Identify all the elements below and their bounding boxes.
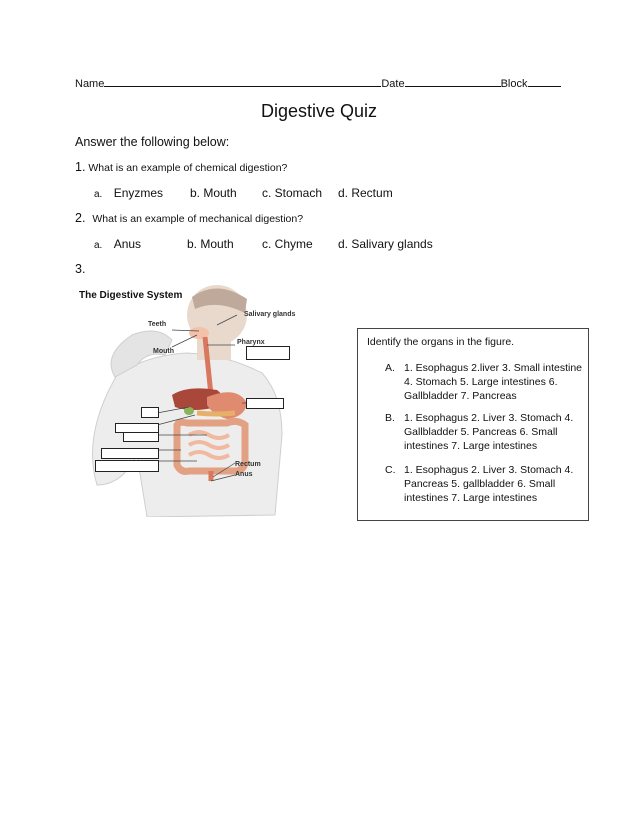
blank-box-5[interactable] bbox=[123, 432, 159, 442]
option-letter: C. bbox=[385, 464, 396, 476]
blank-box-3[interactable] bbox=[141, 407, 159, 418]
question-number: 2. bbox=[75, 211, 86, 225]
question-3 bbox=[75, 262, 85, 276]
option-text: 1. Esophagus 2.liver 3. Small intestine 4. Stomach 5. Large intestines 6. Gallbladder 7. Pancreas bbox=[404, 362, 583, 402]
blank-box-2[interactable] bbox=[246, 398, 284, 409]
question-2 bbox=[75, 211, 303, 225]
option-text: 1. Esophagus 2. Liver 3. Stomach 4. Gallbladder 5. Pancreas 6. Small intestines 7. Large intestines bbox=[404, 412, 574, 452]
option-letter: A. bbox=[385, 362, 395, 374]
answer-option[interactable] bbox=[94, 237, 141, 251]
label-salivary-glands: Salivary glands bbox=[244, 311, 296, 318]
answer-option[interactable]: b. Mouth bbox=[187, 237, 234, 251]
label-pharynx: Pharynx bbox=[237, 339, 265, 346]
label-teeth: Teeth bbox=[148, 321, 167, 328]
answer-option[interactable] bbox=[94, 186, 163, 200]
answer-letter: a. bbox=[94, 189, 103, 200]
blank-box-1[interactable] bbox=[246, 346, 290, 360]
identify-box bbox=[357, 328, 589, 521]
answer-option[interactable]: d. Salivary glands bbox=[338, 237, 433, 251]
answer-option[interactable]: c. Chyme bbox=[262, 237, 313, 251]
blank-box-6[interactable] bbox=[101, 448, 159, 459]
answer-text: Enyzmes bbox=[113, 186, 164, 200]
answer-text: Anus bbox=[113, 237, 142, 251]
question-number: 1. bbox=[75, 160, 86, 174]
figure-title: The Digestive System bbox=[79, 290, 183, 301]
label-anus: Anus bbox=[235, 471, 253, 478]
question-text: What is an example of mechanical digestion? bbox=[92, 213, 304, 225]
answer-option[interactable]: c. Stomach bbox=[262, 186, 323, 200]
option-letter: B. bbox=[385, 412, 395, 424]
label-rectum: Rectum bbox=[235, 461, 261, 468]
identify-option-b[interactable] bbox=[385, 411, 585, 453]
answer-letter: a. bbox=[94, 240, 103, 251]
date-label: Date bbox=[381, 78, 405, 90]
identify-heading: Identify the organs in the figure. bbox=[367, 336, 515, 348]
block-label: Block bbox=[500, 78, 528, 90]
identify-option-c[interactable] bbox=[385, 463, 585, 505]
answer-option[interactable]: d. Rectum bbox=[338, 186, 393, 200]
name-blank[interactable] bbox=[104, 76, 381, 87]
label-mouth: Mouth bbox=[153, 348, 174, 355]
page-title: Digestive Quiz bbox=[260, 101, 378, 121]
question-1 bbox=[75, 160, 287, 174]
question-text: What is an example of chemical digestion? bbox=[88, 162, 288, 174]
option-text: 1. Esophagus 2. Liver 3. Stomach 4. Pancreas 5. gallbladder 6. Small intestines 7. Large intestines bbox=[404, 464, 574, 504]
blank-box-7[interactable] bbox=[95, 460, 159, 472]
date-blank[interactable] bbox=[405, 76, 501, 87]
question-number: 3. bbox=[75, 262, 86, 276]
digestive-system-figure bbox=[77, 285, 303, 517]
instructions: Answer the following below: bbox=[75, 135, 230, 149]
header-line bbox=[75, 76, 561, 90]
identify-option-a[interactable] bbox=[385, 361, 585, 403]
answer-option[interactable]: b. Mouth bbox=[190, 186, 237, 200]
name-label: Name bbox=[75, 78, 105, 90]
block-blank[interactable] bbox=[528, 76, 561, 87]
